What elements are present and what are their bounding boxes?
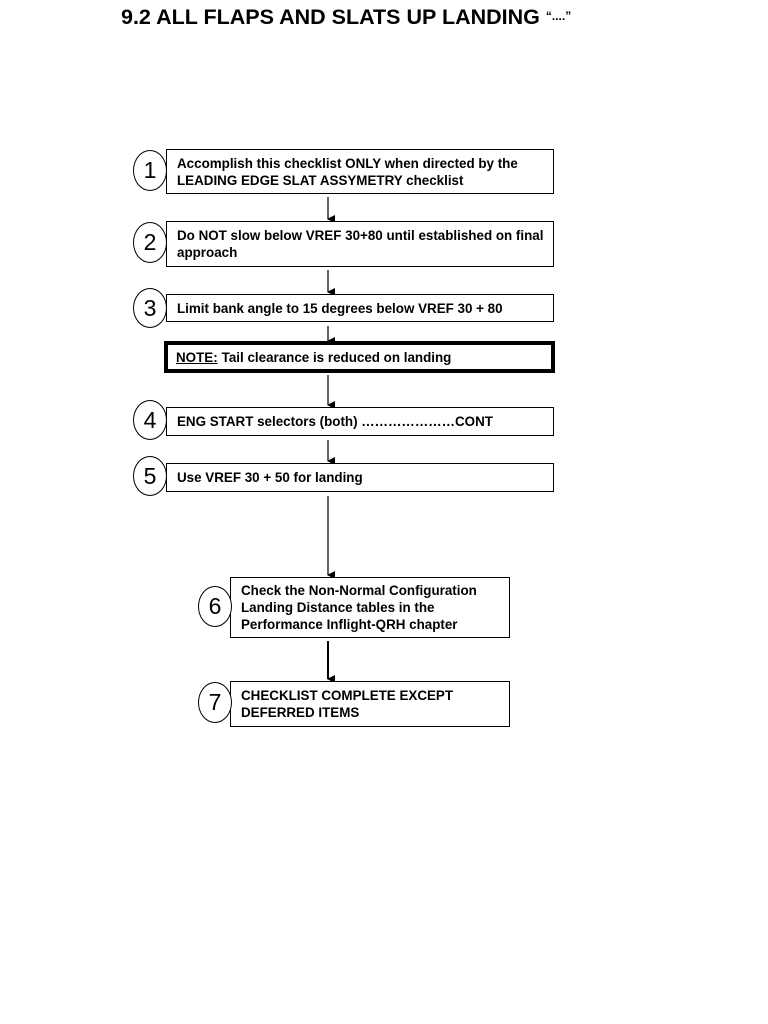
- title-suffix: “....”: [545, 9, 572, 23]
- step-6-box: [230, 577, 510, 638]
- step-2-number: 2: [133, 222, 167, 263]
- step-4-text: ENG START selectors (both) …………………CONT: [177, 414, 493, 429]
- note-text: Tail clearance is reduced on landing: [221, 349, 452, 365]
- step-1-box: [166, 149, 554, 194]
- title-main: 9.2 ALL FLAPS AND SLATS UP LANDING: [121, 5, 540, 29]
- step-5-box: [166, 463, 554, 492]
- step-4-box: [166, 407, 554, 436]
- step-2-box: [166, 221, 554, 267]
- step-4-number: 4: [133, 400, 167, 440]
- step-5-number: 5: [133, 456, 167, 496]
- step-3-text: Limit bank angle to 15 degrees below VREF 30 + 80: [177, 300, 503, 316]
- step-1-number: 1: [133, 150, 167, 191]
- step-7-number: 7: [198, 682, 232, 723]
- note-label: NOTE:: [176, 349, 218, 365]
- step-2-text: Do NOT slow below VREF 30+80 until established on final approach: [177, 228, 544, 260]
- step-3-number: 3: [133, 288, 167, 328]
- step-1-text: Accomplish this checklist ONLY when directed by the LEADING EDGE SLAT ASSYMETRY checklist: [177, 155, 518, 188]
- step-6-number: 6: [198, 586, 232, 627]
- step-7-box: [230, 681, 510, 727]
- step-6-text: Check the Non-Normal Configuration Landing Distance tables in the Performance Inflight-QRH chapter: [241, 583, 477, 632]
- note-box: [164, 341, 555, 373]
- step-7-text: CHECKLIST COMPLETE EXCEPT DEFERRED ITEMS: [241, 688, 454, 720]
- step-3-box: [166, 294, 554, 322]
- step-5-text: Use VREF 30 + 50 for landing: [177, 470, 363, 485]
